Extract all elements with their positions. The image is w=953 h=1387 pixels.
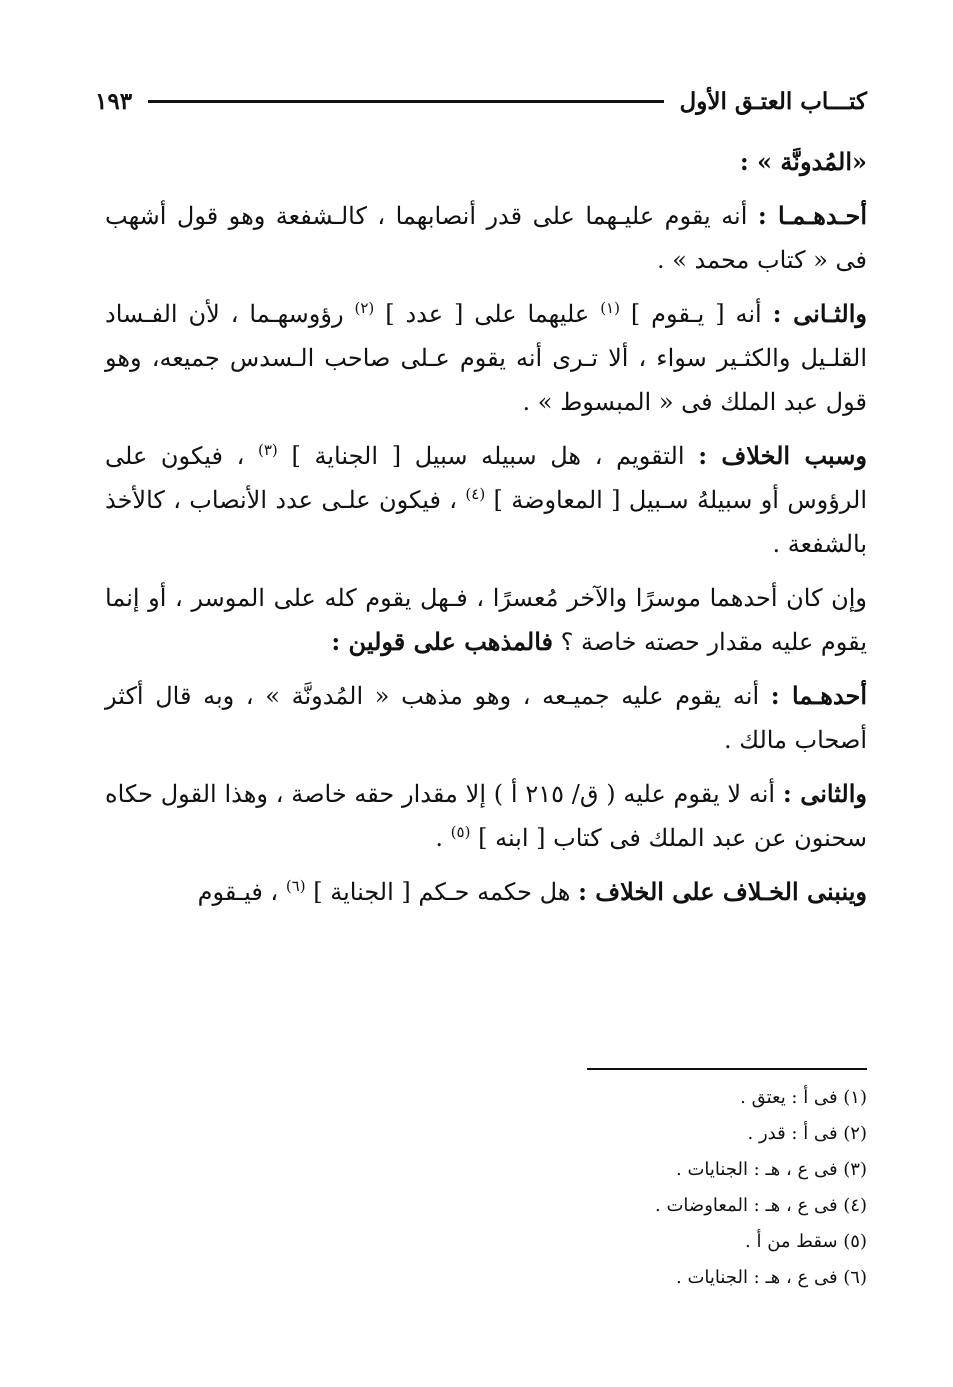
body-text (105, 140, 867, 924)
running-header (95, 84, 867, 118)
paragraph-text: ، فيكون علـى عدد الأنصاب ، كالأخذ بالشفعة . (105, 486, 867, 558)
paragraph-text: أنه يقوم عليـهما على قدر أنصابهما ، كالـشفعة وهو قول أشهب فى « كتاب محمد » . (105, 202, 867, 274)
chapter-title: كتـــاب العتـق الأول (679, 87, 867, 115)
paragraph (105, 292, 867, 424)
paragraph-text: ، فيكون على الرؤوس أو سبيلهُ سـبيل [ المعاوضة ] (105, 442, 868, 514)
paragraph-lead: أحـدهـمـا : (757, 201, 867, 230)
paragraph (105, 140, 867, 184)
paragraph (105, 194, 867, 282)
paragraph-text: ، فيـقوم (197, 878, 286, 906)
footnote: (٢) فى أ : قدر . (747, 1123, 867, 1144)
footnotes (500, 1080, 867, 1296)
footnote-ref: (١) (600, 299, 620, 317)
paragraph-lead: والثـانى : (772, 299, 868, 328)
footnote: (٤) فى ع ، هـ : المعاوضات . (655, 1195, 867, 1216)
paragraph-lead: أحدهـما : (770, 681, 868, 710)
paragraph (105, 772, 867, 860)
paragraph-lead: «المُدونَّة » : (739, 147, 867, 176)
footnote: (٥) سقط من أ . (745, 1231, 867, 1252)
footnote: (٣) فى ع ، هـ : الجنايات . (676, 1159, 867, 1180)
footnote-ref: (٤) (465, 485, 486, 503)
paragraph-text: . (435, 824, 451, 852)
paragraph (105, 674, 867, 762)
paragraph-text: عليهما على [ عدد ] (374, 300, 601, 328)
page-number: ١٩٣ (95, 87, 133, 115)
footnote-ref: (٢) (354, 299, 375, 317)
header-rule (148, 100, 663, 103)
paragraph-text: وإن كان أحدهما موسرًا والآخر مُعسرًا ، فـهل يقوم كله على الموسر ، أو إنما يقوم عليه مقدار حصته خاصة ؟ (105, 584, 867, 656)
bold-text: فالمذهب على قولين : (331, 627, 554, 656)
paragraph-lead: وسبب الخلاف : (698, 441, 867, 470)
paragraph-text: التقويم ، هل سبيله سبيل [ الجناية ] (277, 442, 699, 470)
paragraph-text: رؤوسهـما ، لأن الفـساد القلـيل والكثـير سواء ، ألا تـرى أنه يقوم عـلى صاحب الـسدس جميعه، وهو قول عبد الملك فى « المبسوط » . (105, 300, 867, 416)
paragraph-lead: والثانى : (782, 779, 868, 808)
footnote-ref: (٣) (258, 441, 278, 459)
footnote: (٦) فى ع ، هـ : الجنايات . (676, 1267, 867, 1288)
paragraph (105, 870, 867, 914)
footnote: (١) فى أ : يعتق . (740, 1087, 867, 1108)
footnote-ref: (٥) (450, 823, 471, 841)
paragraph (105, 434, 867, 566)
paragraph-text: أنه لا يقوم عليه ( ق/ ٢١٥ أ ) إلا مقدار حقه خاصة ، وهذا القول حكاه سحنون عن عبد الملك فى كتاب [ ابنه ] (105, 780, 867, 852)
footnote-rule (587, 1068, 867, 1070)
paragraph-text: أنه [ يـقوم ] (619, 300, 773, 328)
paragraph-text: أنه يقوم عليه جميـعه ، وهو مذهب « المُدونَّة » ، وبه قال أكثر أصحاب مالك . (105, 682, 867, 754)
paragraph (105, 576, 867, 664)
paragraph-lead: وينبنى الخـلاف على الخلاف : (578, 877, 867, 906)
paragraph-text: هل حكمه حـكم [ الجناية ] (305, 878, 579, 906)
footnote-ref: (٦) (285, 877, 306, 895)
